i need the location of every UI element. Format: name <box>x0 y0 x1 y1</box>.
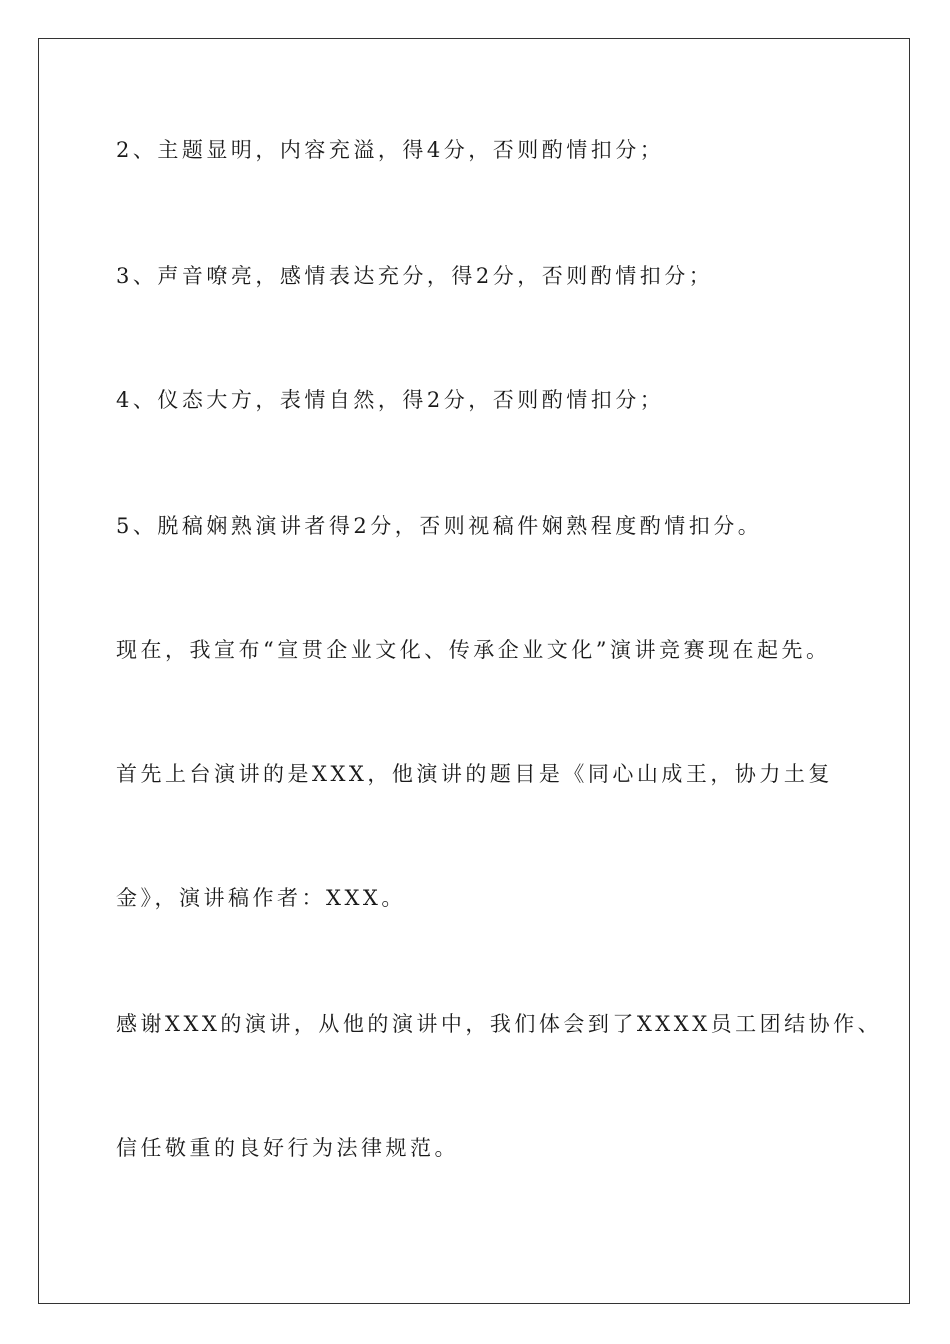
page-border <box>38 38 910 1304</box>
criterion-5-text: 5、脱稿娴熟演讲者得2分，否则视稿件娴熟程度酌情扣分。 <box>116 514 763 538</box>
thanks-paragraph-line-1: 感谢XXX的演讲，从他的演讲中，我们体会到了XXXX员工团结协作、 <box>116 1012 883 1036</box>
first-speaker-paragraph-line-1: 首先上台演讲的是XXX，他演讲的题目是《同心山成王，协力土复 <box>116 762 833 786</box>
criterion-4-text: 4、仪态大方，表情自然，得2分，否则酌情扣分； <box>116 388 665 412</box>
thanks-paragraph-line-2: 信任敬重的良好行为法律规范。 <box>116 1136 459 1160</box>
first-speaker-paragraph-line-2: 金》，演讲稿作者：XXX。 <box>116 886 406 910</box>
criterion-2-text: 2、主题显明，内容充溢，得4分，否则酌情扣分； <box>116 138 665 162</box>
announcement-paragraph: 现在，我宣布“宣贯企业文化、传承企业文化”演讲竞赛现在起先。 <box>116 638 831 662</box>
criterion-3-text: 3、声音嘹亮，感情表达充分，得2分，否则酌情扣分； <box>116 264 714 288</box>
